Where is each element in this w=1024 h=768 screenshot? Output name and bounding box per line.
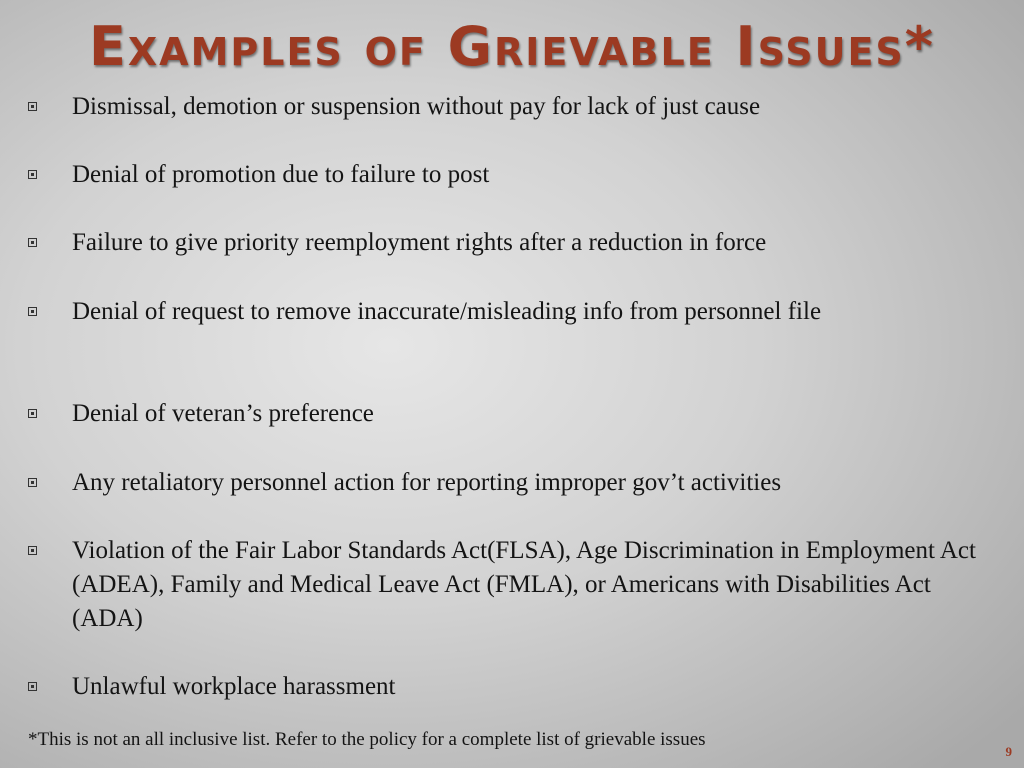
page-number: 9 [1005, 744, 1012, 759]
bullet-text: Dismissal, demotion or suspension without pay for lack of just cause [72, 93, 761, 120]
bullet-text: Denial of request to remove inaccurate/misleading info from personnel file [72, 298, 822, 325]
bullet-item [26, 226, 766, 260]
square-bullet-icon [28, 409, 37, 418]
bullet-text: Failure to give priority reemployment rights after a reduction in force [72, 229, 767, 256]
bullet-text: Unlawful workplace harassment [72, 673, 396, 700]
bullet-item [26, 397, 374, 431]
bullet-item [26, 534, 986, 636]
square-bullet-icon [28, 546, 37, 555]
bullet-text: Denial of promotion due to failure to post [72, 161, 490, 188]
bullet-item [26, 158, 489, 192]
square-bullet-icon [28, 102, 37, 111]
bullet-item [26, 295, 986, 329]
square-bullet-icon [28, 238, 37, 247]
slide-title: Examples of Grievable Issues* [88, 15, 936, 78]
bullet-text: Any retaliatory personnel action for reporting improper gov’t activities [72, 469, 782, 496]
bullet-item [26, 466, 781, 500]
bullet-text: Violation of the Fair Labor Standards Act(FLSA), Age Discrimination in Employment Act (ADEA), Family and Medical Leave Act (FMLA), or Americans with Disabilities Act (ADA) [72, 537, 976, 632]
square-bullet-icon [28, 478, 37, 487]
bullet-text: Denial of veteran’s preference [72, 400, 374, 427]
bullet-item [26, 90, 760, 124]
square-bullet-icon [28, 682, 37, 691]
footnote: *This is not an all inclusive list. Refer to the policy for a complete list of grievable issues [28, 729, 706, 750]
bullet-item [26, 670, 396, 704]
square-bullet-icon [28, 170, 37, 179]
square-bullet-icon [28, 307, 37, 316]
